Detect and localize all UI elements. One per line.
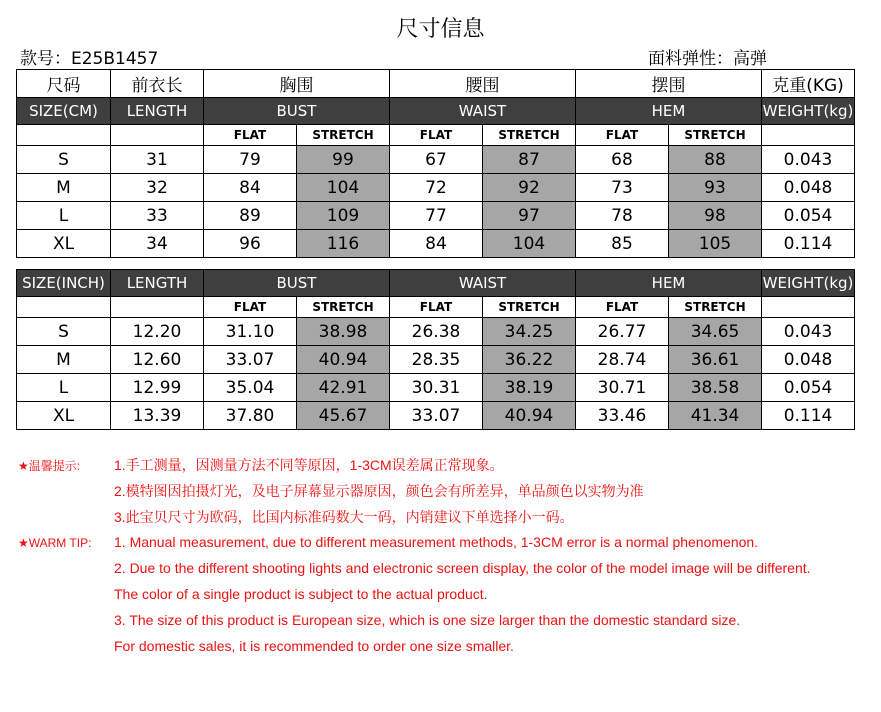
- subheader-cell: [111, 297, 204, 318]
- table-cell: 89: [204, 202, 297, 230]
- table-cell: 97: [483, 202, 576, 230]
- subheader-cell: FLAT: [390, 297, 483, 318]
- table-cell: 31: [111, 146, 204, 174]
- header-cell: BUST: [204, 270, 390, 297]
- table-cell: 31.10: [204, 318, 297, 346]
- table-cell: 30.31: [390, 374, 483, 402]
- table-cell: 0.114: [762, 230, 855, 258]
- en-tip-line: For domestic sales, it is recommended to order one size smaller.: [114, 638, 514, 654]
- table-cell: 28.35: [390, 346, 483, 374]
- table-cell: 34.65: [669, 318, 762, 346]
- header-cell: SIZE(INCH): [17, 270, 111, 297]
- header-cell: 尺码: [17, 70, 111, 98]
- subheader-cell: STRETCH: [483, 297, 576, 318]
- table-cell: 12.60: [111, 346, 204, 374]
- table-cell: 30.71: [576, 374, 669, 402]
- en-header-row: [17, 270, 855, 297]
- subheader-row: [17, 297, 855, 318]
- subheader-cell: FLAT: [576, 125, 669, 146]
- header-cell: LENGTH: [111, 270, 204, 297]
- table-cell: M: [17, 346, 111, 374]
- table-cell: 0.054: [762, 374, 855, 402]
- header-cell: SIZE(CM): [17, 98, 111, 125]
- table-cell: 36.22: [483, 346, 576, 374]
- table-cell: 0.048: [762, 346, 855, 374]
- header-cell: BUST: [204, 98, 390, 125]
- en-tip-line: 3. The size of this product is European size, which is one size larger than the domestic standard size.: [114, 612, 741, 628]
- table-cell: 34: [111, 230, 204, 258]
- table-cell: 12.20: [111, 318, 204, 346]
- table-cell: 33.07: [204, 346, 297, 374]
- table-cell: 84: [390, 230, 483, 258]
- en-tip-label: ★WARM TIP:: [18, 536, 92, 550]
- table-cell: 33.46: [576, 402, 669, 430]
- cn-header-row: [17, 70, 855, 98]
- en-tip-line: 1. Manual measurement, due to different measurement methods, 1-3CM error is a normal phenomenon.: [114, 534, 759, 550]
- table-row: [17, 146, 855, 174]
- table-cell: 72: [390, 174, 483, 202]
- table-cell: 0.114: [762, 402, 855, 430]
- table-cell: 104: [483, 230, 576, 258]
- table-cell: 77: [390, 202, 483, 230]
- table-row: [17, 318, 855, 346]
- table-cell: 37.80: [204, 402, 297, 430]
- cn-tip-line: 2.模特图因拍摄灯光，及电子屏幕显示器原因，颜色会有所差异，单品颜色以实物为准: [114, 483, 644, 499]
- table-cell: 38.58: [669, 374, 762, 402]
- table-cell: L: [17, 202, 111, 230]
- table-cell: 105: [669, 230, 762, 258]
- table-row: [17, 202, 855, 230]
- table-cell: 35.04: [204, 374, 297, 402]
- table-cell: 26.77: [576, 318, 669, 346]
- table-cell: 33: [111, 202, 204, 230]
- table-row: [17, 230, 855, 258]
- table-cell: 73: [576, 174, 669, 202]
- en-tip-line: The color of a single product is subject to the actual product.: [114, 586, 488, 602]
- subheader-cell: FLAT: [204, 297, 297, 318]
- page-title: 尺寸信息: [396, 17, 485, 42]
- table-cell: 45.67: [297, 402, 390, 430]
- fabric-elasticity: 面料弹性：高弹: [648, 49, 767, 69]
- table-cell: 0.048: [762, 174, 855, 202]
- header-cell: LENGTH: [111, 98, 204, 125]
- table-cell: 0.054: [762, 202, 855, 230]
- cn-tip-line: 1.手工测量，因测量方法不同等原因，1-3CM误差属正常现象。: [114, 457, 504, 473]
- table-cell: 85: [576, 230, 669, 258]
- subheader-cell: [111, 125, 204, 146]
- table-cell: 34.25: [483, 318, 576, 346]
- table-cell: 12.99: [111, 374, 204, 402]
- subheader-cell: [17, 297, 111, 318]
- table-cell: 38.98: [297, 318, 390, 346]
- table-cell: 36.61: [669, 346, 762, 374]
- table-cell: 0.043: [762, 146, 855, 174]
- header-cell: 腰围: [390, 70, 576, 98]
- cn-tip-line: 3.此宝贝尺寸为欧码，比国内标准码数大一码，内销建议下单选择小一码。: [114, 509, 574, 525]
- size-table-cm: [16, 69, 855, 258]
- header-cell: 克重(KG): [762, 70, 855, 98]
- subheader-cell: STRETCH: [669, 297, 762, 318]
- table-row: [17, 174, 855, 202]
- header-cell: 前衣长: [111, 70, 204, 98]
- table-cell: 104: [297, 174, 390, 202]
- table-row: [17, 346, 855, 374]
- header-cell: WAIST: [390, 270, 576, 297]
- table-cell: 0.043: [762, 318, 855, 346]
- table-cell: 26.38: [390, 318, 483, 346]
- table-cell: 32: [111, 174, 204, 202]
- en-header-row: [17, 98, 855, 125]
- table-cell: XL: [17, 230, 111, 258]
- subheader-cell: FLAT: [576, 297, 669, 318]
- style-number: 款号：E25B1457: [20, 49, 159, 69]
- table-cell: 13.39: [111, 402, 204, 430]
- subheader-cell: STRETCH: [297, 297, 390, 318]
- subheader-cell: FLAT: [204, 125, 297, 146]
- subheader-cell: STRETCH: [297, 125, 390, 146]
- table-cell: L: [17, 374, 111, 402]
- subheader-cell: [762, 125, 855, 146]
- table-cell: 42.91: [297, 374, 390, 402]
- header-cell: WEIGHT(kg): [762, 98, 855, 125]
- table-cell: 99: [297, 146, 390, 174]
- table-cell: XL: [17, 402, 111, 430]
- header-cell: 胸围: [204, 70, 390, 98]
- table-cell: 84: [204, 174, 297, 202]
- subheader-cell: [762, 297, 855, 318]
- header-cell: HEM: [576, 98, 762, 125]
- table-cell: 78: [576, 202, 669, 230]
- table-row: [17, 374, 855, 402]
- table-cell: 92: [483, 174, 576, 202]
- table-cell: 33.07: [390, 402, 483, 430]
- table-cell: 68: [576, 146, 669, 174]
- subheader-row: [17, 125, 855, 146]
- header-cell: WAIST: [390, 98, 576, 125]
- en-tip-line: 2. Due to the different shooting lights and electronic screen display, the color of the model image will be different.: [114, 560, 811, 576]
- subheader-cell: STRETCH: [669, 125, 762, 146]
- table-cell: 116: [297, 230, 390, 258]
- table-cell: 28.74: [576, 346, 669, 374]
- table-cell: 79: [204, 146, 297, 174]
- header-cell: HEM: [576, 270, 762, 297]
- cn-tip-label: ★温馨提示:: [18, 459, 81, 473]
- table-cell: S: [17, 318, 111, 346]
- subheader-cell: [17, 125, 111, 146]
- table-cell: 93: [669, 174, 762, 202]
- table-cell: 96: [204, 230, 297, 258]
- table-cell: 40.94: [297, 346, 390, 374]
- table-cell: 88: [669, 146, 762, 174]
- table-cell: 40.94: [483, 402, 576, 430]
- header-cell: 摆围: [576, 70, 762, 98]
- subheader-cell: STRETCH: [483, 125, 576, 146]
- subheader-cell: FLAT: [390, 125, 483, 146]
- size-table-inch: [16, 269, 855, 430]
- table-cell: 41.34: [669, 402, 762, 430]
- table-cell: 109: [297, 202, 390, 230]
- header-cell: WEIGHT(kg): [762, 270, 855, 297]
- table-cell: 98: [669, 202, 762, 230]
- table-cell: S: [17, 146, 111, 174]
- table-cell: 67: [390, 146, 483, 174]
- table-cell: 38.19: [483, 374, 576, 402]
- table-row: [17, 402, 855, 430]
- table-cell: 87: [483, 146, 576, 174]
- table-cell: M: [17, 174, 111, 202]
